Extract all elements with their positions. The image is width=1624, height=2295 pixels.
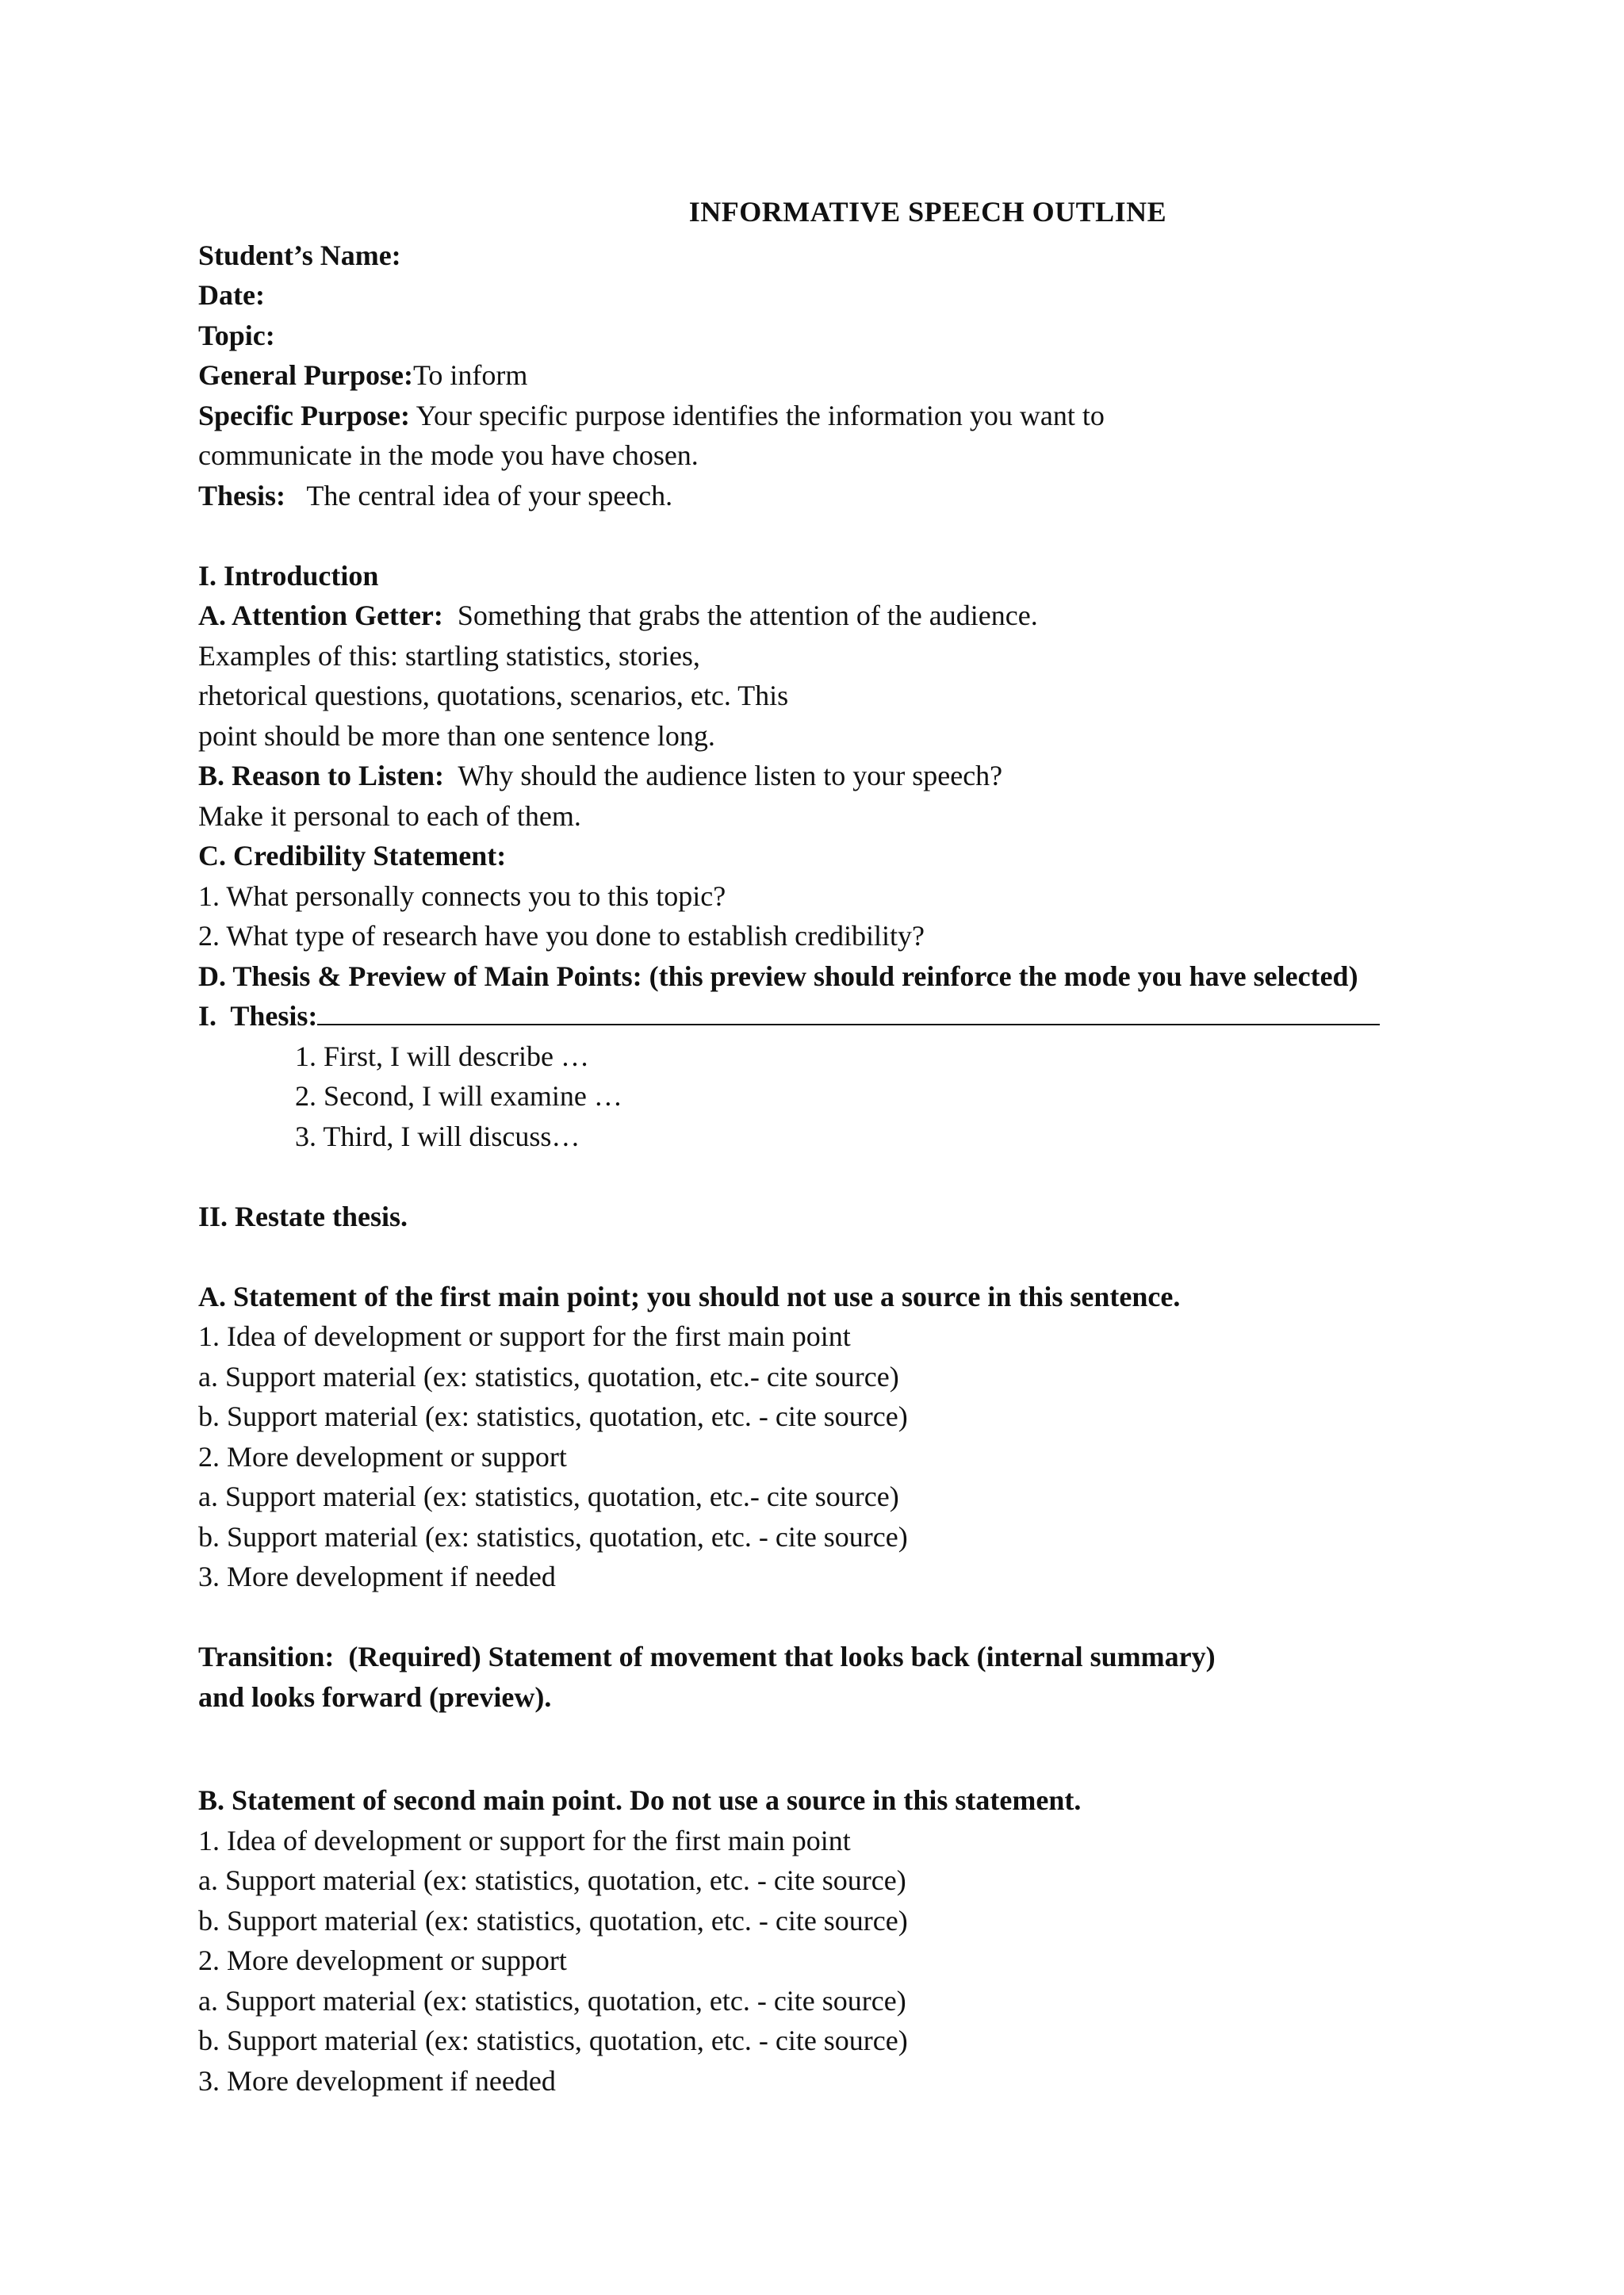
outline-content [198,192,1483,2101]
topic-label: Topic: [198,319,275,351]
date-label: Date: [198,279,265,311]
thesis-blank [317,1000,1380,1025]
students-name-label: Student’s Name: [198,239,401,271]
transition-line: Transition: (Required) Statement of movement that looks back (internal summary) [198,1641,1216,1672]
specific-purpose-text: Your specific purpose identifies the information you want to [409,399,1105,431]
introduction-heading: I. Introduction [198,559,379,592]
general-purpose-label: General Purpose: [198,359,413,391]
reason-to-listen-line [198,756,1483,796]
attention-line: rhetorical questions, quotations, scenarios, etc. This [198,680,789,711]
main-point-a-item: 2. More development or support [198,1440,567,1473]
attention-getter-label: A. Attention Getter: [198,600,443,631]
reason-to-listen-label: B. Reason to Listen: [198,760,445,791]
thesis-line [198,476,1483,516]
main-point-a-item: 3. More development if needed [198,1561,556,1592]
transition-line-2: and looks forward (preview). [198,1680,552,1713]
thesis-fill-line [198,996,1483,1036]
thesis-label: Thesis: [198,479,286,511]
main-point-b-item: 3. More development if needed [198,2064,556,2097]
preview-heading: D. Thesis & Preview of Main Points: (this preview should reinforce the mode you have selected) [198,960,1358,992]
preview-item: 1. First, I will describe … [295,1040,589,1072]
main-point-b-item: b. Support material (ex: statistics, quotation, etc. - cite source) [198,1904,908,1937]
main-point-b-item: a. Support material (ex: statistics, quotation, etc. - cite source) [198,1984,906,2017]
specific-purpose-label: Specific Purpose: [198,399,410,431]
preview-item: 2. Second, I will examine … [295,1080,622,1112]
general-purpose-text: To inform [412,359,528,391]
page-title: INFORMATIVE SPEECH OUTLINE [688,196,1167,228]
preview-item: 3. Third, I will discuss… [295,1120,580,1152]
reason-to-listen-continued: Make it personal to each of them. [198,799,581,832]
spacer [198,1717,1483,1780]
main-point-b-item: a. Support material (ex: statistics, quotation, etc. - cite source) [198,1864,906,1896]
spacer [198,1597,1483,1638]
main-point-a-item: a. Support material (ex: statistics, quotation, etc.- cite source) [198,1481,899,1512]
attention-getter-text: Something that grabs the attention of the audience. [442,600,1038,631]
main-point-b-item: 1. Idea of development or support for the first main point [198,1824,851,1856]
attention-line: Examples of this: startling statistics, stories, [198,639,700,672]
spacer [198,515,1483,556]
thesis-text: The central idea of your speech. [285,479,673,511]
main-point-b-item: 2. More development or support [198,1944,567,1976]
thesis-fill-label: I. Thesis: [198,1000,318,1032]
specific-purpose-continued: communicate in the mode you have chosen. [198,439,699,471]
main-point-a-item: b. Support material (ex: statistics, quotation, etc. - cite source) [198,1520,908,1553]
spacer [198,1236,1483,1277]
main-point-a-item: 1. Idea of development or support for the first main point [198,1320,851,1352]
main-point-a-item: b. Support material (ex: statistics, quotation, etc. - cite source) [198,1400,908,1432]
main-point-b-heading: B. Statement of second main point. Do not use a source in this statement. [198,1784,1082,1816]
main-point-a-heading: A. Statement of the first main point; you should not use a source in this sentence. [198,1280,1181,1312]
credibility-item: 2. What type of research have you done to establish credibility? [198,920,925,952]
restate-thesis-heading: II. Restate thesis. [198,1200,408,1232]
attention-line: point should be more than one sentence long. [198,719,715,752]
main-point-b-item: b. Support material (ex: statistics, quotation, etc. - cite source) [198,2025,908,2056]
spacer [198,1156,1483,1197]
main-point-a-item: a. Support material (ex: statistics, quotation, etc.- cite source) [198,1360,899,1393]
general-purpose-line [198,355,1483,396]
credibility-label: C. Credibility Statement: [198,840,507,872]
attention-getter-line [198,596,1483,636]
specific-purpose-line [198,396,1483,436]
credibility-item: 1. What personally connects you to this topic? [198,879,726,912]
reason-to-listen-text: Why should the audience listen to your speech? [444,760,1003,791]
